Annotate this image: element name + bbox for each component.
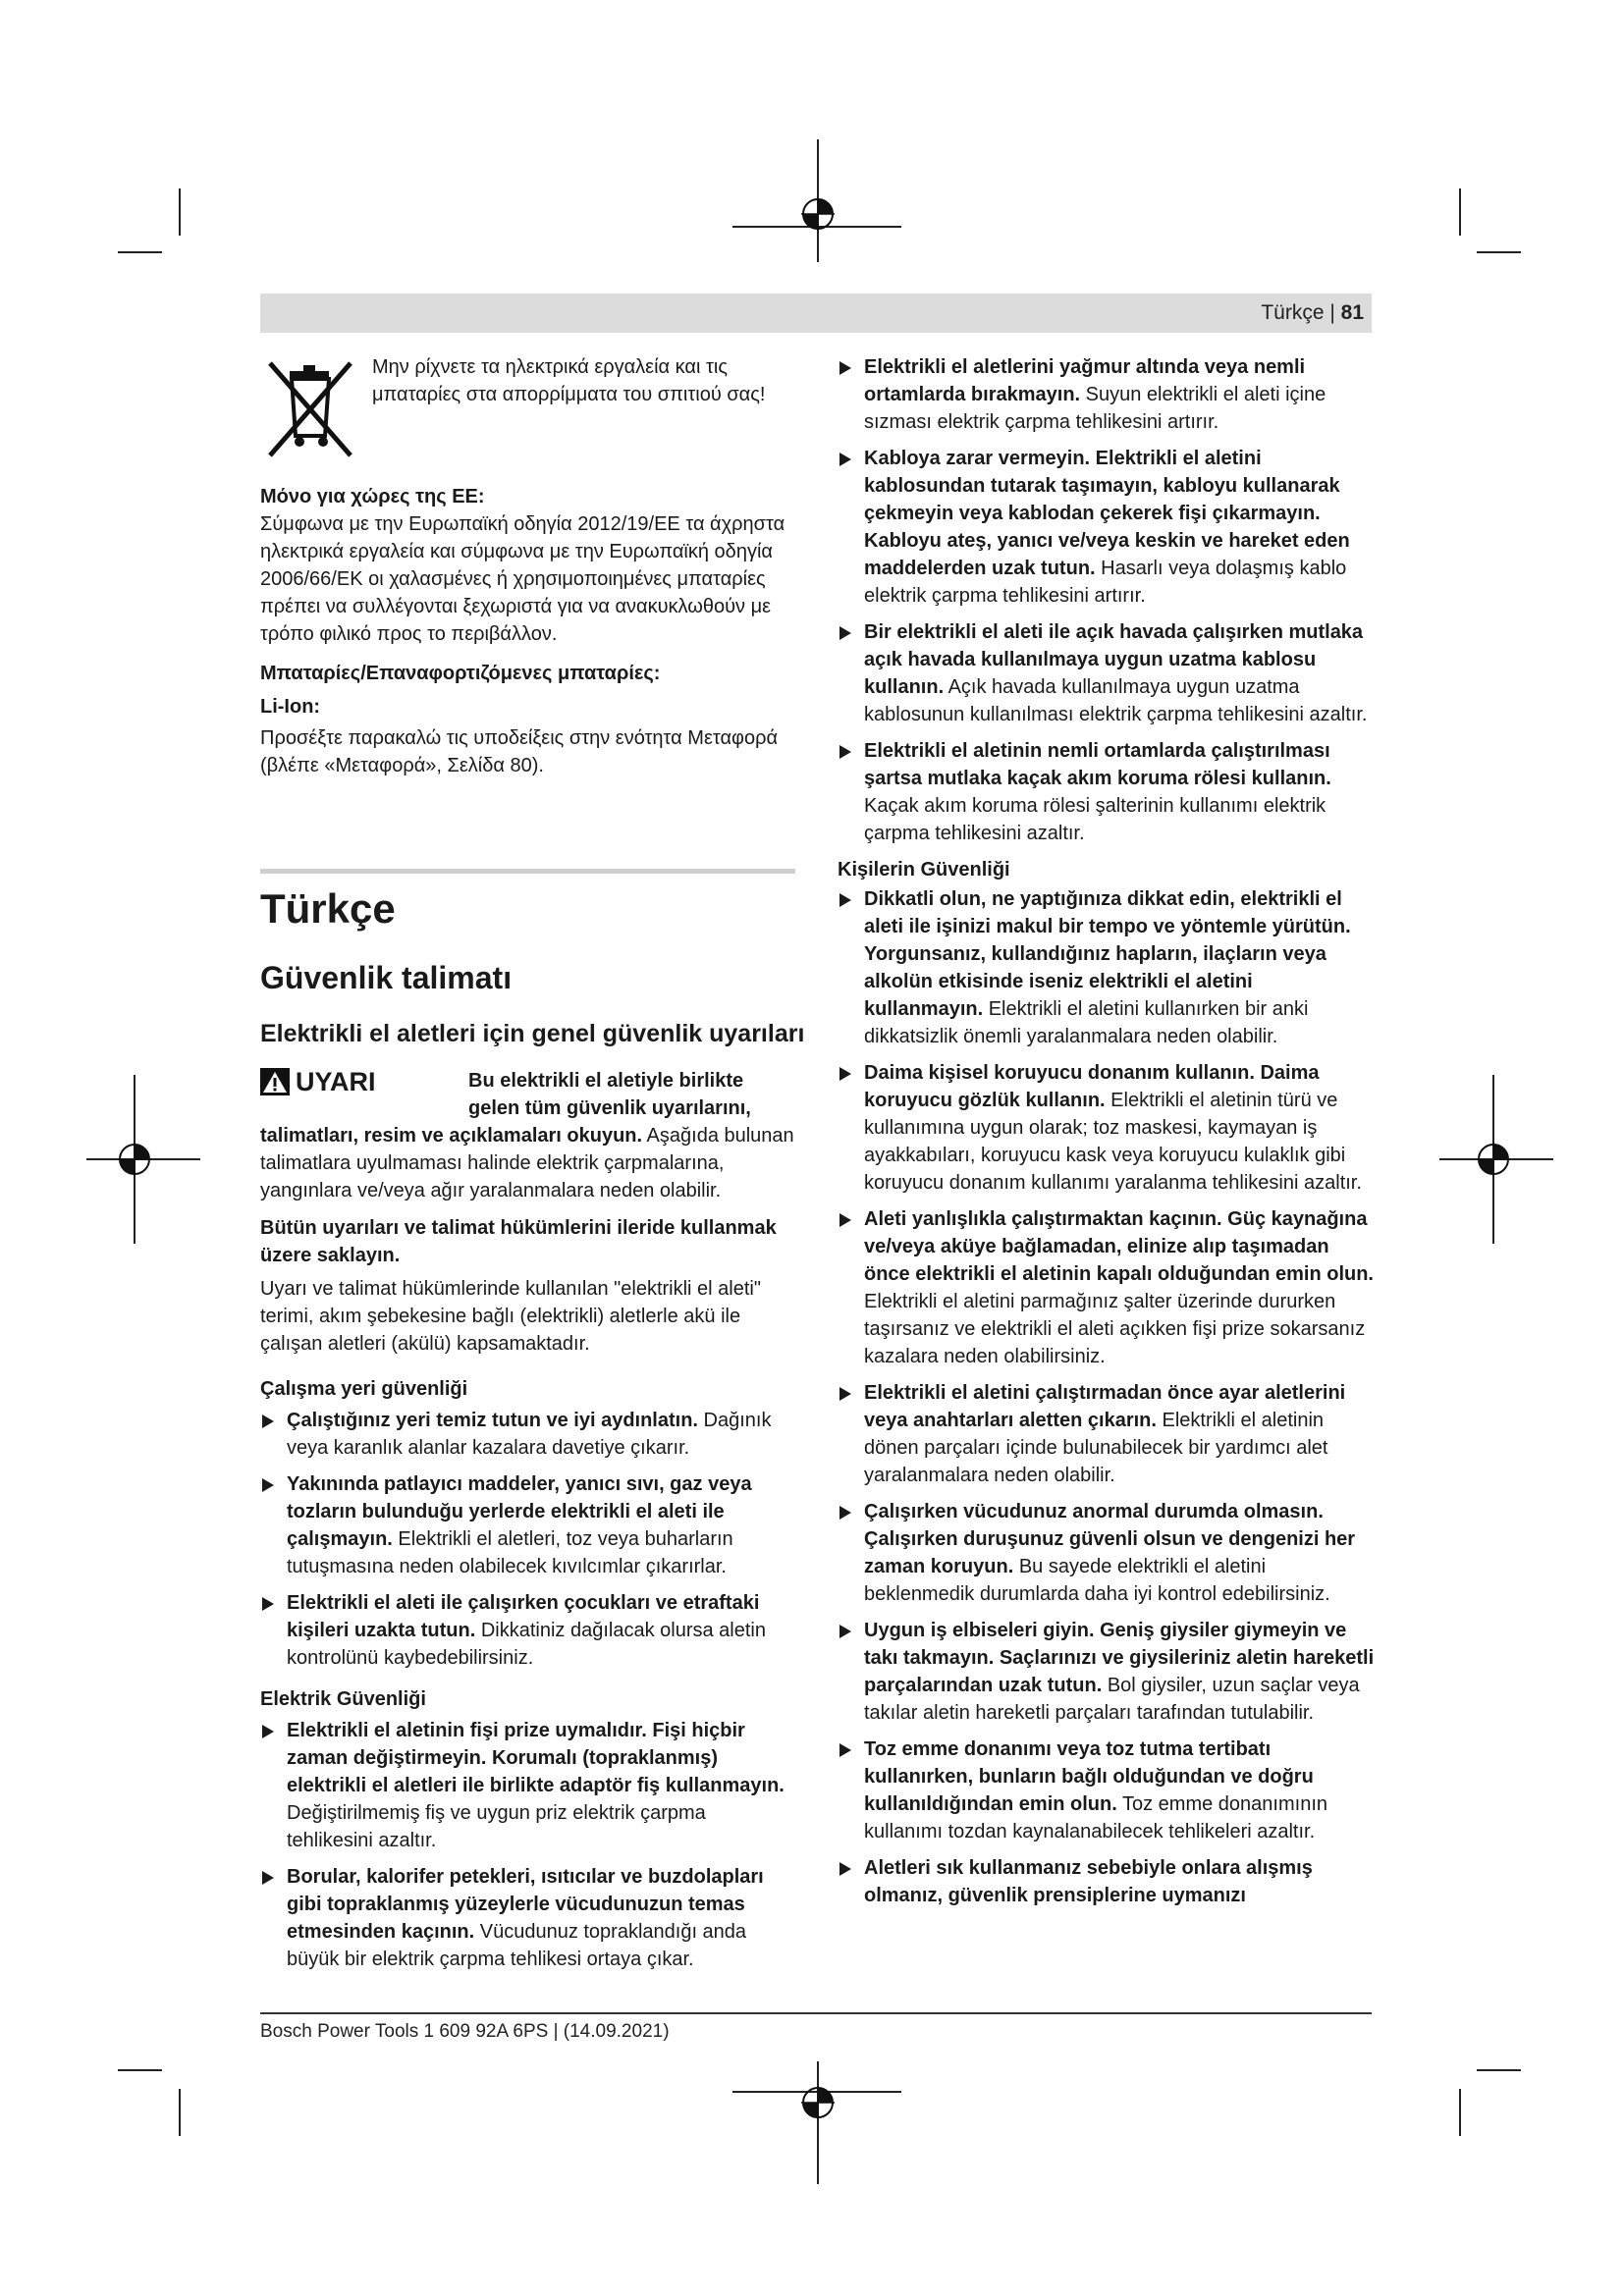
page-tag: Türkçe | 81	[1261, 301, 1364, 324]
right-column	[838, 353, 1376, 1918]
item-bold: Elektrikli el aleti ile çalışırken çocukları ve etraftaki kişileri uzakta tutun.	[287, 1592, 760, 1641]
item-text: Vücudunuz topraklandığı anda büyük bir elektrik çarpma tehlikesi ortaya çıkar.	[287, 1921, 747, 1970]
warning-text: Aşağıda bulunan talimatlara uyulmaması halinde elektrik çarpmalarına, yangınlara ve/veya ağır yaralanmalara neden olabilir.	[260, 1125, 794, 1201]
list-item	[838, 1205, 1376, 1370]
electrical-safety-heading: Elektrik Güvenliği	[260, 1688, 426, 1710]
item-text: Kaçak akım koruma rölesi şalterinin kullanımı elektrik çarpma tehlikesini azaltır.	[864, 795, 1326, 844]
weee-text: Μην ρίχνετε τα ηλεκτρικά εργαλεία και τις μπαταρίες στα απορρίμματα του σπιτιού σας!	[372, 356, 766, 405]
work-area-heading: Çalışma yeri güvenliği	[260, 1378, 468, 1400]
eu-heading: Μόνο για χώρες της ΕΕ:	[260, 486, 485, 507]
list-item	[838, 445, 1376, 610]
list-item	[838, 353, 1376, 436]
list-item	[838, 885, 1376, 1050]
header-band	[260, 294, 1372, 333]
crop-mark-bottom-right-v	[1459, 2089, 1461, 2136]
bullet-triangle-icon	[839, 1213, 851, 1227]
language-title: Türkçe	[260, 885, 396, 932]
bullet-triangle-icon	[262, 1871, 274, 1885]
item-text: Açık havada kullanılmaya uygun uzatma kablosunun kullanılması elektrik çarpma tehlikesini azaltır.	[864, 676, 1368, 725]
safety-title: Güvenlik talimatı	[260, 960, 513, 995]
bullet-triangle-icon	[262, 1478, 274, 1492]
crop-mark-top-left-v	[179, 188, 181, 236]
warning-bold-1: Bu elektrikli el aletiyle birlikte gelen tüm güvenlik uyarılarını,	[468, 1070, 751, 1119]
bullet-triangle-icon	[839, 745, 851, 759]
item-text: Bu sayede elektrikli el aletini beklenmedik durumlarda daha iyi kontrol edebilirsiniz.	[864, 1556, 1330, 1605]
reg-line-bottom-v	[817, 2061, 819, 2184]
list-item	[260, 1407, 795, 1462]
liion-text: Προσέξτε παρακαλώ τις υποδείξεις στην ενότητα Μεταφορά (βλέπε «Μεταφορά», Σελίδα 80).	[260, 727, 779, 776]
bullet-triangle-icon	[262, 1597, 274, 1611]
footer-text: Bosch Power Tools 1 609 92A 6PS | (14.09.2021)	[260, 2021, 670, 2042]
electrical-safety-list-cont	[838, 353, 1376, 847]
item-text: Bol giysiler, uzun saçlar veya takılar aletin hareketli parçaları tarafından tutulabilir.	[864, 1675, 1360, 1724]
list-item	[260, 1717, 795, 1854]
registration-target-icon	[801, 2086, 835, 2119]
warning-bold-2: talimatları, resim ve açıklamaları okuyun.	[260, 1125, 643, 1147]
item-bold: Elektrikli el aletlerini yağmur altında veya nemli ortamlarda bırakmayın.	[864, 356, 1306, 405]
bullet-triangle-icon	[839, 1506, 851, 1520]
bullet-triangle-icon	[839, 1862, 851, 1876]
general-warnings-title: Elektrikli el aletleri için genel güvenlik uyarıları	[260, 1020, 805, 1047]
keep-heading: Bütün uyarıları ve talimat hükümlerini ileride kullanmak üzere saklayın.	[260, 1217, 777, 1266]
list-item	[838, 1735, 1376, 1845]
liion-heading: Li-Ion:	[260, 696, 321, 718]
bullet-triangle-icon	[262, 1725, 274, 1738]
item-bold: Aleti yanlışlıkla çalıştırmaktan kaçının. Güç kaynağına ve/veya aküye bağlamadan, elinize alıp taşımadan önce elektrikli el aletinin kapalı olduğundan emin olun.	[864, 1208, 1374, 1285]
item-bold: Aletleri sık kullanmanız sebebiyle onlara alışmış olmanız, güvenlik prensiplerine uymanızı	[864, 1857, 1313, 1906]
list-item	[260, 1589, 795, 1672]
bullet-triangle-icon	[839, 1387, 851, 1401]
bullet-triangle-icon	[839, 1625, 851, 1638]
bullet-triangle-icon	[839, 1067, 851, 1081]
warning-badge	[260, 1067, 468, 1122]
item-bold: Bir elektrikli el aleti ile açık havada çalışırken mutlaka açık havada kullanılmaya uygun uzatma kablosu kullanın.	[864, 621, 1364, 698]
list-item	[838, 1379, 1376, 1489]
item-bold: Borular, kalorifer petekleri, ısıtıcılar ve buzdolapları gibi topraklanmış yüzeylerle vücudunuzun temas etmesinden kaçının.	[287, 1866, 764, 1943]
list-item	[260, 1470, 795, 1580]
item-text: Dikkatiniz dağılacak olursa aletin kontrolünü kaybedebilirsiniz.	[287, 1620, 766, 1669]
item-text: Elektrikli el aletini parmağınız şalter üzerinde dururken taşırsanız ve elektrikli el aleti açıkken fişi prize sokarsanız kazalara neden olabilirsiniz.	[864, 1291, 1366, 1367]
list-item	[838, 1059, 1376, 1197]
crop-mark-bottom-left-v	[179, 2089, 181, 2136]
item-bold: Çalıştığınız yeri temiz tutun ve iyi aydınlatın.	[287, 1410, 698, 1431]
footer-rule	[260, 2012, 1372, 2014]
crop-mark-top-left-h	[118, 251, 162, 253]
item-text: Elektrikli el aletinin türü ve kullanımına uygun olarak; toz maskesi, kaymayan iş ayakkabıları, koruyucu kask veya koruyucu kulaklık gibi koruyucu donanım kullanımı yaralanma tehlikesini azaltır.	[864, 1090, 1362, 1194]
registration-target-icon	[118, 1143, 151, 1176]
item-text: Dağınık veya karanlık alanlar kazalara davetiye çıkarır.	[287, 1410, 772, 1459]
item-bold: Elektrikli el aletinin nemli ortamlarda çalıştırılması şartsa mutlaka kaçak akım koruma rölesi kullanın.	[864, 740, 1331, 789]
item-text: Değiştirilmemiş fiş ve uygun priz elektrik çarpma tehlikesini azaltır.	[287, 1802, 706, 1851]
header-language: Türkçe	[1261, 301, 1325, 324]
crop-mark-bottom-left-h	[118, 2069, 162, 2071]
list-item	[838, 1498, 1376, 1608]
item-bold: Yakınında patlayıcı maddeler, yanıcı sıvı, gaz veya tozların bulunduğu yerlerde elektrikli el aleti ile çalışmayın.	[287, 1473, 752, 1550]
keep-text: Uyarı ve talimat hükümlerinde kullanılan "elektrikli el aleti" terimi, akım şebekesine bağlı (elektrikli) aletlerle akü ile çalışan aletleri (akülü) kapsamaktadır.	[260, 1278, 761, 1355]
item-text: Elektrikli el aletleri, toz veya buharların tutuşmasına neden olabilecek kıvılcımlar çıkarırlar.	[287, 1528, 733, 1577]
section-divider	[260, 869, 795, 874]
work-area-list	[260, 1407, 795, 1672]
warning-triangle-icon	[260, 1068, 290, 1095]
weee-notice	[260, 353, 795, 463]
bullet-triangle-icon	[839, 893, 851, 907]
bullet-triangle-icon	[839, 1743, 851, 1757]
registration-target-icon	[1477, 1143, 1510, 1176]
item-bold: Elektrikli el aletini çalıştırmadan önce ayar aletlerini veya anahtarları aletten çıkarın.	[864, 1382, 1346, 1431]
list-item	[838, 1617, 1376, 1727]
item-text: Hasarlı veya dolaşmış kablo elektrik çarpma tehlikesini artırır.	[864, 558, 1347, 607]
list-item	[838, 1854, 1376, 1909]
registration-target-icon	[801, 197, 835, 231]
personal-safety-heading: Kişilerin Güvenliği	[838, 859, 1010, 881]
electrical-safety-list	[260, 1717, 795, 1973]
item-bold: Daima kişisel koruyucu donanım kullanın. Daima koruyucu gözlük kullanın.	[864, 1062, 1320, 1111]
item-bold: Dikkatli olun, ne yaptığınıza dikkat edin, elektrikli el aleti ile işinizi makul bir tempo ve yöntemle yürütün. Yorgunsanız, kullandığınız hapların, ilaçların veya alkolün etkisinde iseniz elektrikli el aletini kullanmayın.	[864, 888, 1351, 1020]
left-column	[260, 353, 795, 779]
list-item	[838, 737, 1376, 847]
personal-safety-list	[838, 885, 1376, 1909]
warning-label: UYARI	[296, 1067, 376, 1096]
crossed-out-wheelie-bin-icon	[260, 353, 360, 463]
item-bold: Elektrikli el aletinin fişi prize uymalıdır. Fişi hiçbir zaman değiştirmeyin. Korumalı (topraklanmış) elektrikli el aletleri ile birlikte adaptör fiş kullanmayın.	[287, 1720, 785, 1796]
eu-text: Σύμφωνα με την Ευρωπαϊκή οδηγία 2012/19/ΕΕ τα άχρηστα ηλεκτρικά εργαλεία και σύμφωνα με την Ευρωπαϊκή οδηγία 2006/66/ΕΚ οι χαλασμένες ή χρησιμοποιημένες μπαταρίες πρέπει να συλλέγονται ξεχωριστά για να ανακυκλωθούν με τρόπο φιλικό προς το περιβάλλον.	[260, 513, 785, 645]
crop-mark-top-right-v	[1459, 188, 1461, 236]
crop-mark-top-right-h	[1477, 251, 1521, 253]
bullet-triangle-icon	[839, 361, 851, 375]
list-item	[260, 1863, 795, 1973]
item-text: Suyun elektrikli el aleti içine sızması elektrik çarpma tehlikesini artırır.	[864, 384, 1326, 433]
bullet-triangle-icon	[839, 626, 851, 640]
battery-heading: Μπαταρίες/Επαναφορτιζόμενες μπαταρίες:	[260, 663, 661, 684]
bullet-triangle-icon	[839, 453, 851, 466]
item-bold: Uygun iş elbiseleri giyin. Geniş giysiler giymeyin ve takı takmayın. Saçlarınızı ve giysileriniz aletin hareketli parçalarından uzak tutun.	[864, 1620, 1375, 1696]
item-bold: Toz emme donanımı veya toz tutma tertibatı kullanırken, bunların bağlı olduğundan ve doğru kullanıldığından emin olun.	[864, 1738, 1314, 1815]
item-text: Elektrikli el aletinin dönen parçaları içinde bulunabilecek bir yardımcı alet yaralanmalara neden olabilir.	[864, 1410, 1328, 1486]
item-bold: Çalışırken vücudunuz anormal durumda olmasın. Çalışırken duruşunuz güvenli olsun ve dengenizi her zaman koruyun.	[864, 1501, 1356, 1577]
list-item	[838, 618, 1376, 728]
item-text: Toz emme donanımının kullanımı tozdan kaynalanabilecek tehlikeleri azaltır.	[864, 1793, 1327, 1842]
crop-mark-bottom-right-h	[1477, 2069, 1521, 2071]
warning-block	[260, 1067, 795, 1982]
bullet-triangle-icon	[262, 1415, 274, 1428]
page-number: 81	[1340, 301, 1364, 324]
item-text: Elektrikli el aletini kullanırken bir anki dikkatsizlik önemli yaralanmalara neden olabilir.	[864, 998, 1309, 1047]
item-bold: Kabloya zarar vermeyin. Elektrikli el aletini kablosundan tutarak taşımayın, kabloyu kullanarak çekmeyin veya kablodan çekerek fişi çıkarmayın. Kabloyu ateş, yanıcı ve/veya keskin ve hareket eden maddelerden uzak tutun.	[864, 448, 1350, 579]
